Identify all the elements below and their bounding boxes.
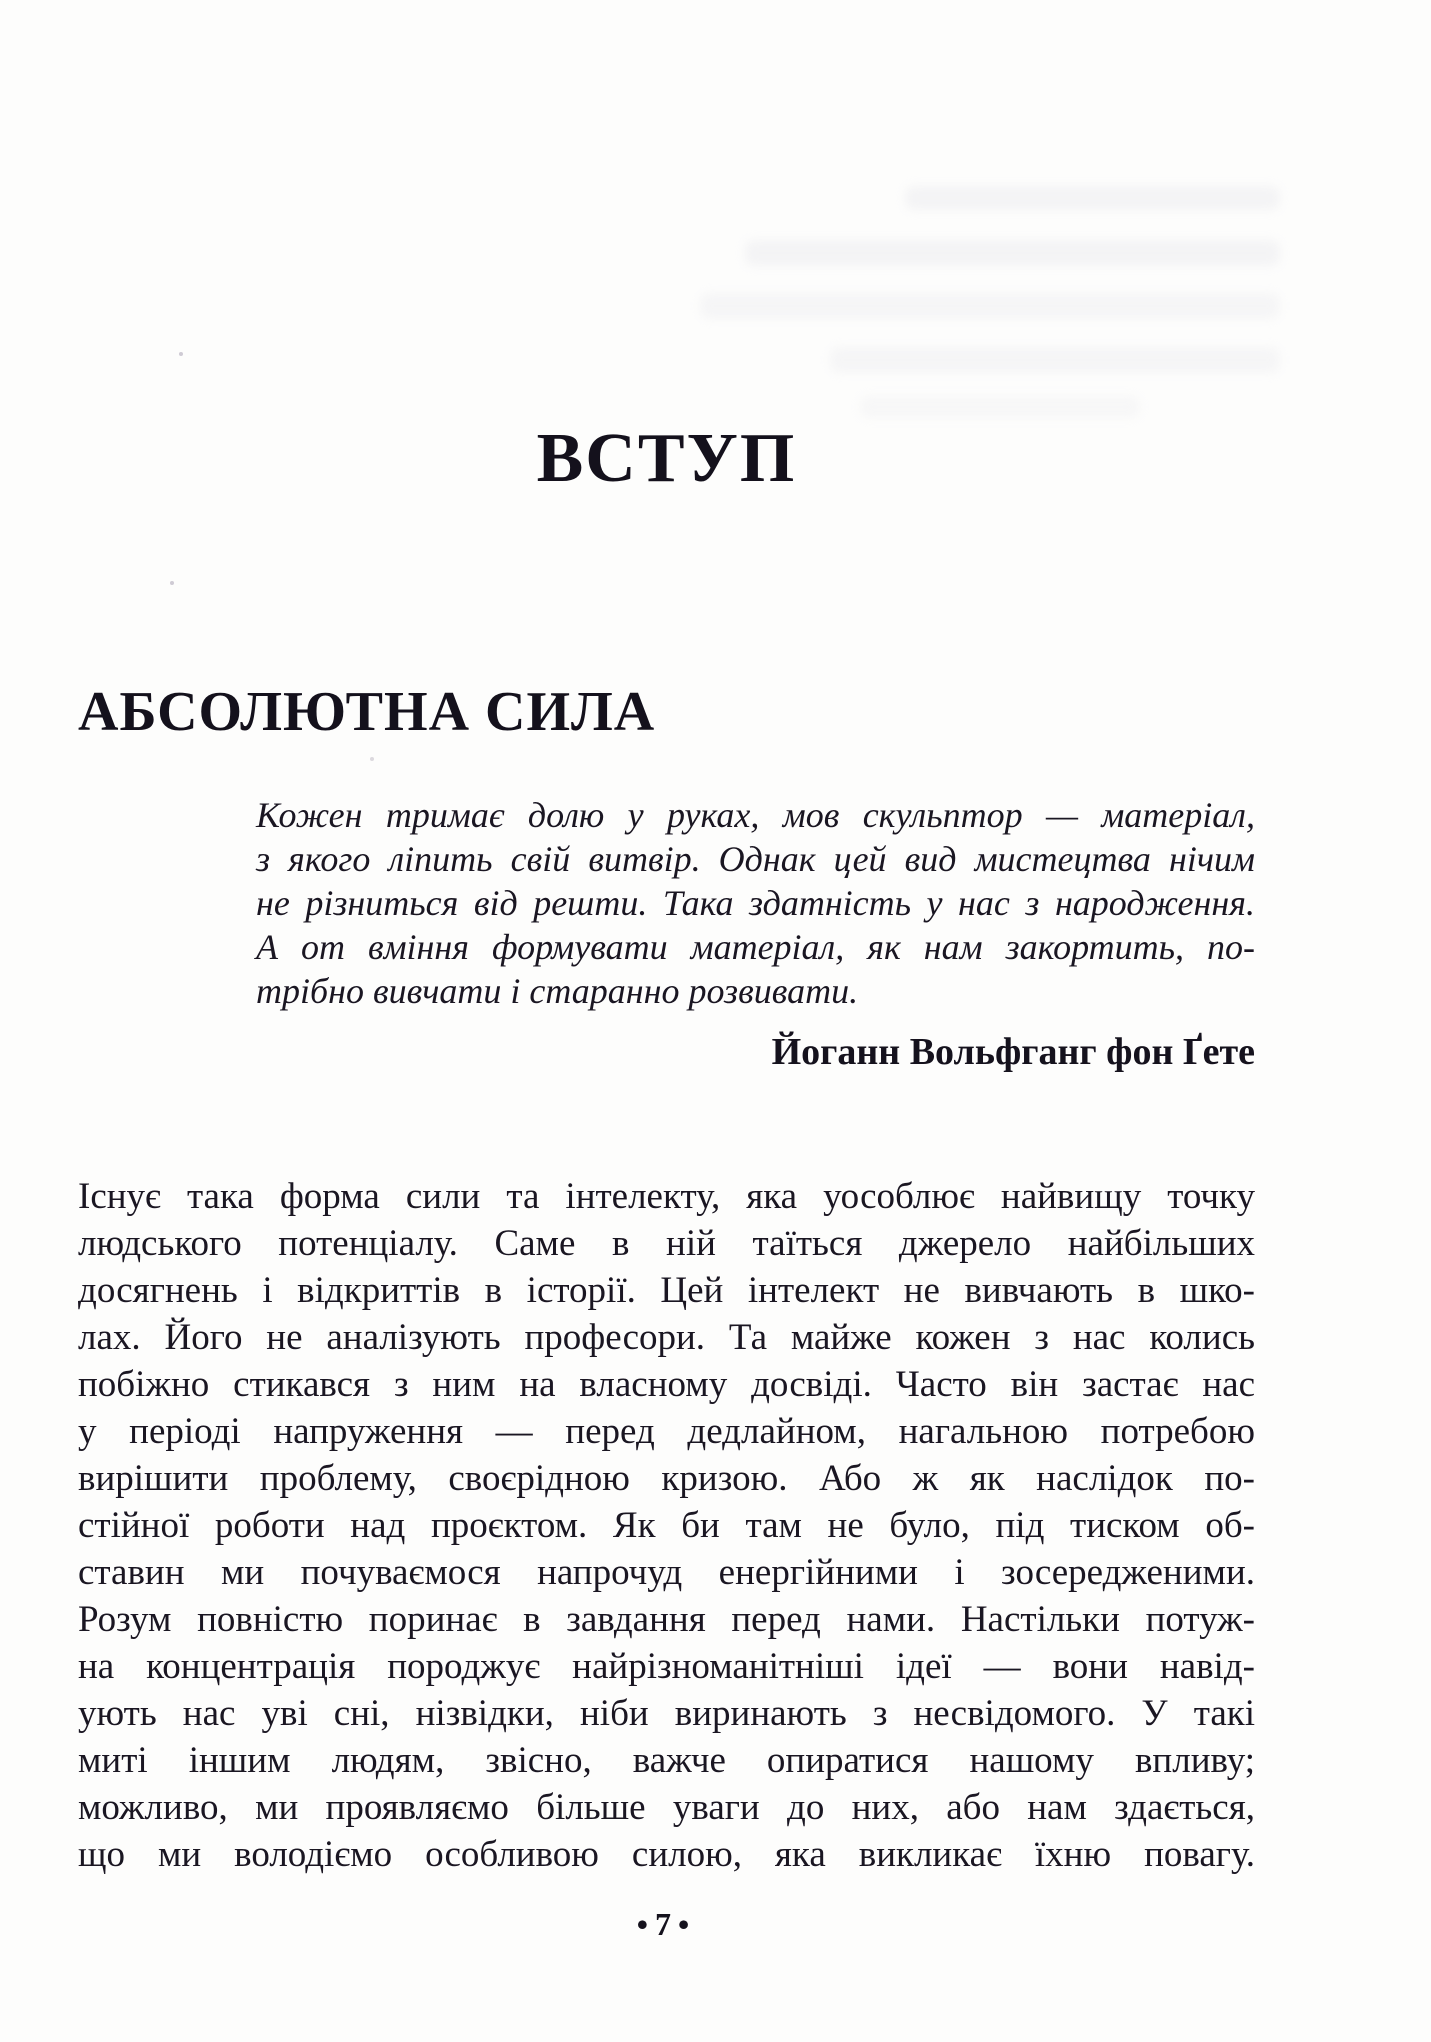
body-line: ставин ми почуваємося напрочуд енергійними і зосередженими. [78, 1552, 1255, 1593]
bleed-through-artifact [860, 396, 1140, 418]
bleed-through-artifact [830, 347, 1280, 373]
body-line: стійної роботи над проєктом. Як би там не було, під тиском об- [78, 1505, 1255, 1546]
scan-speck [179, 352, 183, 356]
body-line: у періоді напруження — перед дедлайном, нагальною потребою [78, 1411, 1255, 1452]
body-line: вирішити проблему, своєрідною кризою. Або ж як наслідок по- [78, 1458, 1255, 1499]
epigraph-line: А от вміння формувати матеріал, як нам закортить, по- [256, 927, 1255, 967]
body-line: миті іншим людям, звісно, важче опиратися нашому впливу; [78, 1740, 1255, 1781]
epigraph-quote [256, 793, 1255, 1013]
bleed-through-artifact [905, 186, 1280, 210]
scan-speck [370, 757, 374, 761]
epigraph-line: Кожен тримає долю у руках, мов скульптор — матеріал, [256, 795, 1255, 835]
body-line: на концентрація породжує найрізноманітніші ідеї — вони навід- [78, 1646, 1255, 1687]
body-line: побіжно стикався з ним на власному досвіді. Часто він застає нас [78, 1364, 1255, 1405]
epigraph-line: не різниться від решти. Така здатність у нас з народження. [256, 883, 1255, 923]
body-line: людського потенціалу. Саме в ній таїться джерело найбільших [78, 1223, 1255, 1264]
body-line: Розум повністю поринає в завдання перед нами. Настільки потуж- [78, 1599, 1255, 1640]
epigraph-attribution: Йоганн Вольфганг фон Ґете [771, 1031, 1255, 1073]
body-line: ують нас уві сні, нізвідки, ніби виринають з несвідомого. У такі [78, 1693, 1255, 1734]
epigraph-line: з якого ліпить свій витвір. Однак цей вид мистецтва нічим [256, 839, 1255, 879]
body-line: Існує така форма сили та інтелекту, яка уособлює найвищу точку [78, 1176, 1255, 1217]
body-line: досягнень і відкриттів в історії. Цей інтелект не вивчають в шко- [78, 1270, 1255, 1311]
chapter-title: ВСТУП [536, 420, 797, 497]
bleed-through-artifact [700, 293, 1280, 319]
body-paragraph [78, 1173, 1255, 1878]
epigraph-line: трібно вивчати і старанно розвивати. [256, 971, 859, 1011]
body-line: що ми володіємо особливою силою, яка викликає їхню повагу. [78, 1834, 1255, 1875]
body-line: лах. Його не аналізують професори. Та майже кожен з нас колись [78, 1317, 1255, 1358]
page-number: •7• [636, 1906, 697, 1942]
section-heading: АБСОЛЮТНА СИЛА [78, 681, 656, 743]
bleed-through-artifact [745, 240, 1280, 266]
scan-speck [170, 581, 174, 585]
body-line: можливо, ми проявляємо більше уваги до них, або нам здається, [78, 1787, 1255, 1828]
